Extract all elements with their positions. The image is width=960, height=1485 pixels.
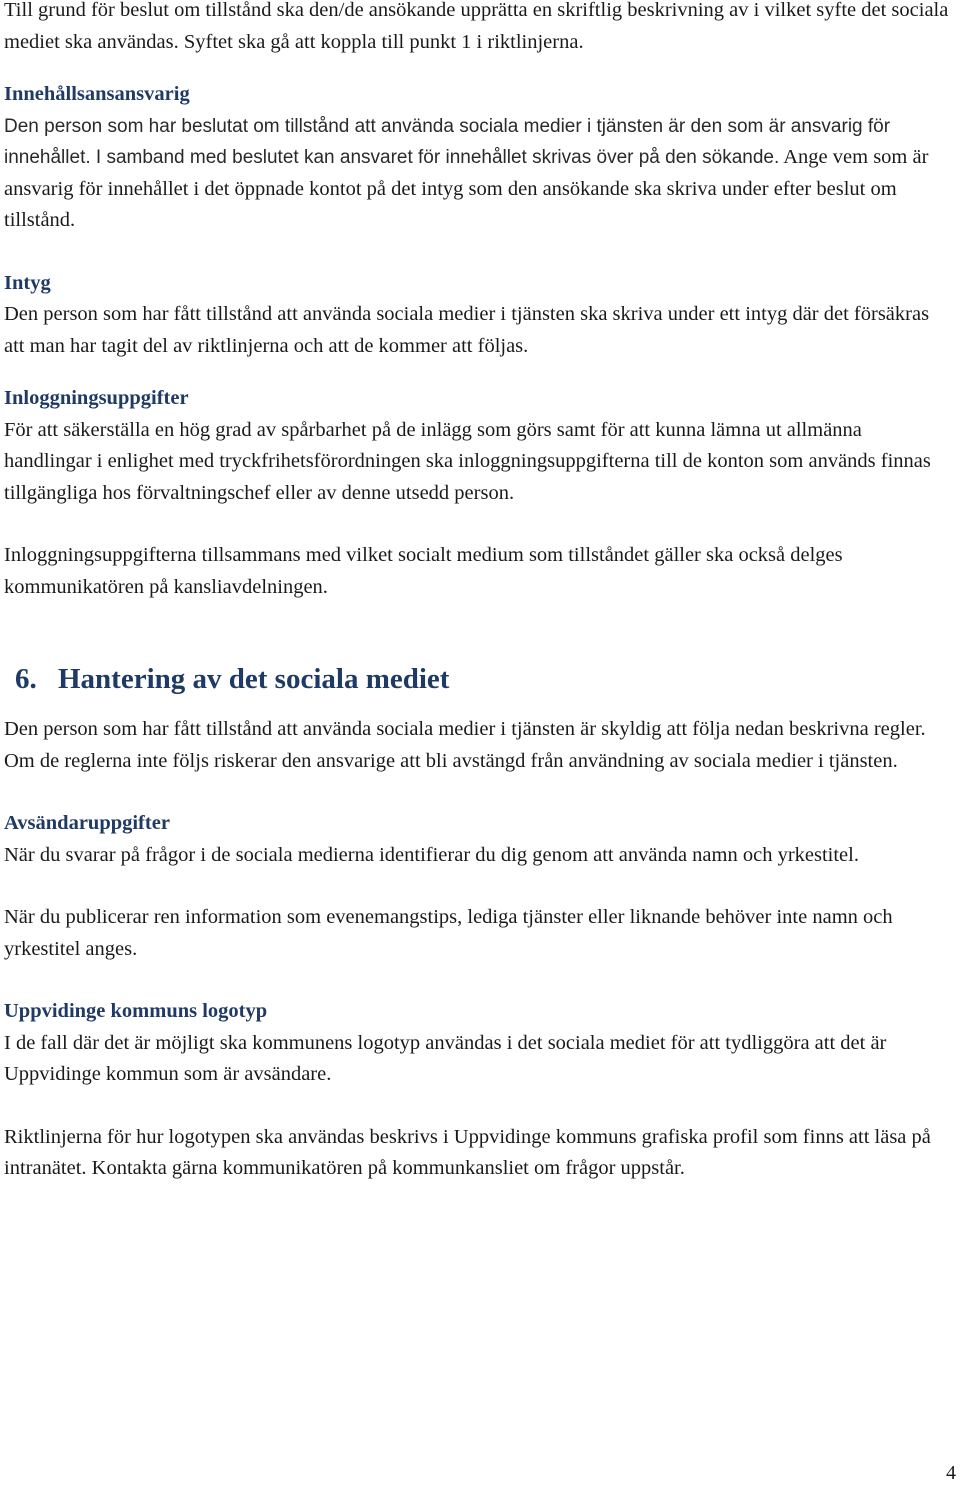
document-page (4, 0, 952, 1185)
section-6-title-text: Hantering av det sociala mediet (58, 663, 450, 695)
login-paragraph-2: Inloggningsuppgifterna tillsammans med vilket socialt medium som tillståndet gäller ska också delges kommunikatören på kansliavdelningen. (4, 544, 843, 598)
certificate-paragraph: Den person som har fått tillstånd att använda sociala medier i tjänsten ska skriva under ett intyg där det försäkras att man har tagit del av riktlinjerna och att de kommer att följas. (4, 303, 930, 357)
page-number: 4 (946, 1462, 956, 1484)
content-owner-heading: Innehållsansansvarig (4, 83, 190, 105)
sender-paragraph-1: När du svarar på frågor i de sociala medierna identifierar du dig genom att använda namn och yrkestitel. (4, 843, 859, 866)
section-6-number: 6. (15, 663, 37, 695)
logo-paragraph-2: Riktlinjerna för hur logotypen ska användas beskrivs i Uppvidinge kommuns grafiska profil som finns att läsa på intranätet. Kontakta gärna kommunikatören på kommunkansliet om frågor uppstår. (4, 1125, 931, 1179)
content-owner-paragraph (4, 111, 952, 237)
intro-paragraph: Till grund för beslut om tillstånd ska den/de ansökande upprätta en skriftlig beskrivning av i vilket syfte det sociala mediet ska användas. Syftet ska gå att koppla till punkt 1 i riktlinjerna. (4, 0, 949, 53)
login-paragraph-1: För att säkerställa en hög grad av spårbarhet på de inlägg som görs samt för att kunna lämna ut allmänna handlingar i enlighet med tryckfrihetsförordningen ska inloggningsuppgifterna till de konton som används finnas tillgängliga hos förvaltningschef eller av denne utsedd person. (4, 418, 931, 504)
certificate-heading: Intyg (4, 271, 51, 294)
sender-paragraph-2: När du publicerar ren information som evenemangstips, lediga tjänster eller liknande behöver inte namn och yrkestitel anges. (4, 906, 893, 960)
logo-heading: Uppvidinge kommuns logotyp (4, 1000, 268, 1022)
logo-paragraph-1: I de fall där det är möjligt ska kommunens logotyp användas i det sociala mediet för att tydliggöra att det är Uppvidinge kommun som är avsändare. (4, 1031, 887, 1085)
content-owner-text-sans: Den person som har beslutat om tillstånd att använda sociala medier i tjänsten är den som är ansvarig för innehållet. I samband med beslutet kan ansvaret för innehållet skrivas över på den sökande. (4, 115, 891, 168)
content-owner-text-serif: Ange vem som är ansvarig för innehållet i det öppnade kontot på det intyg som den ansökande ska skriva under efter beslut om tillstånd. (4, 146, 929, 231)
section-6-title (4, 661, 952, 697)
login-heading: Inloggningsuppgifter (4, 387, 189, 409)
section-6-paragraph: Den person som har fått tillstånd att använda sociala medier i tjänsten är skyldig att följa nedan beskrivna regler. Om de reglerna inte följs riskerar den ansvarige att bli avstängd från användning av sociala medier i tjänsten. (4, 718, 926, 772)
sender-heading: Avsändaruppgifter (4, 812, 170, 834)
